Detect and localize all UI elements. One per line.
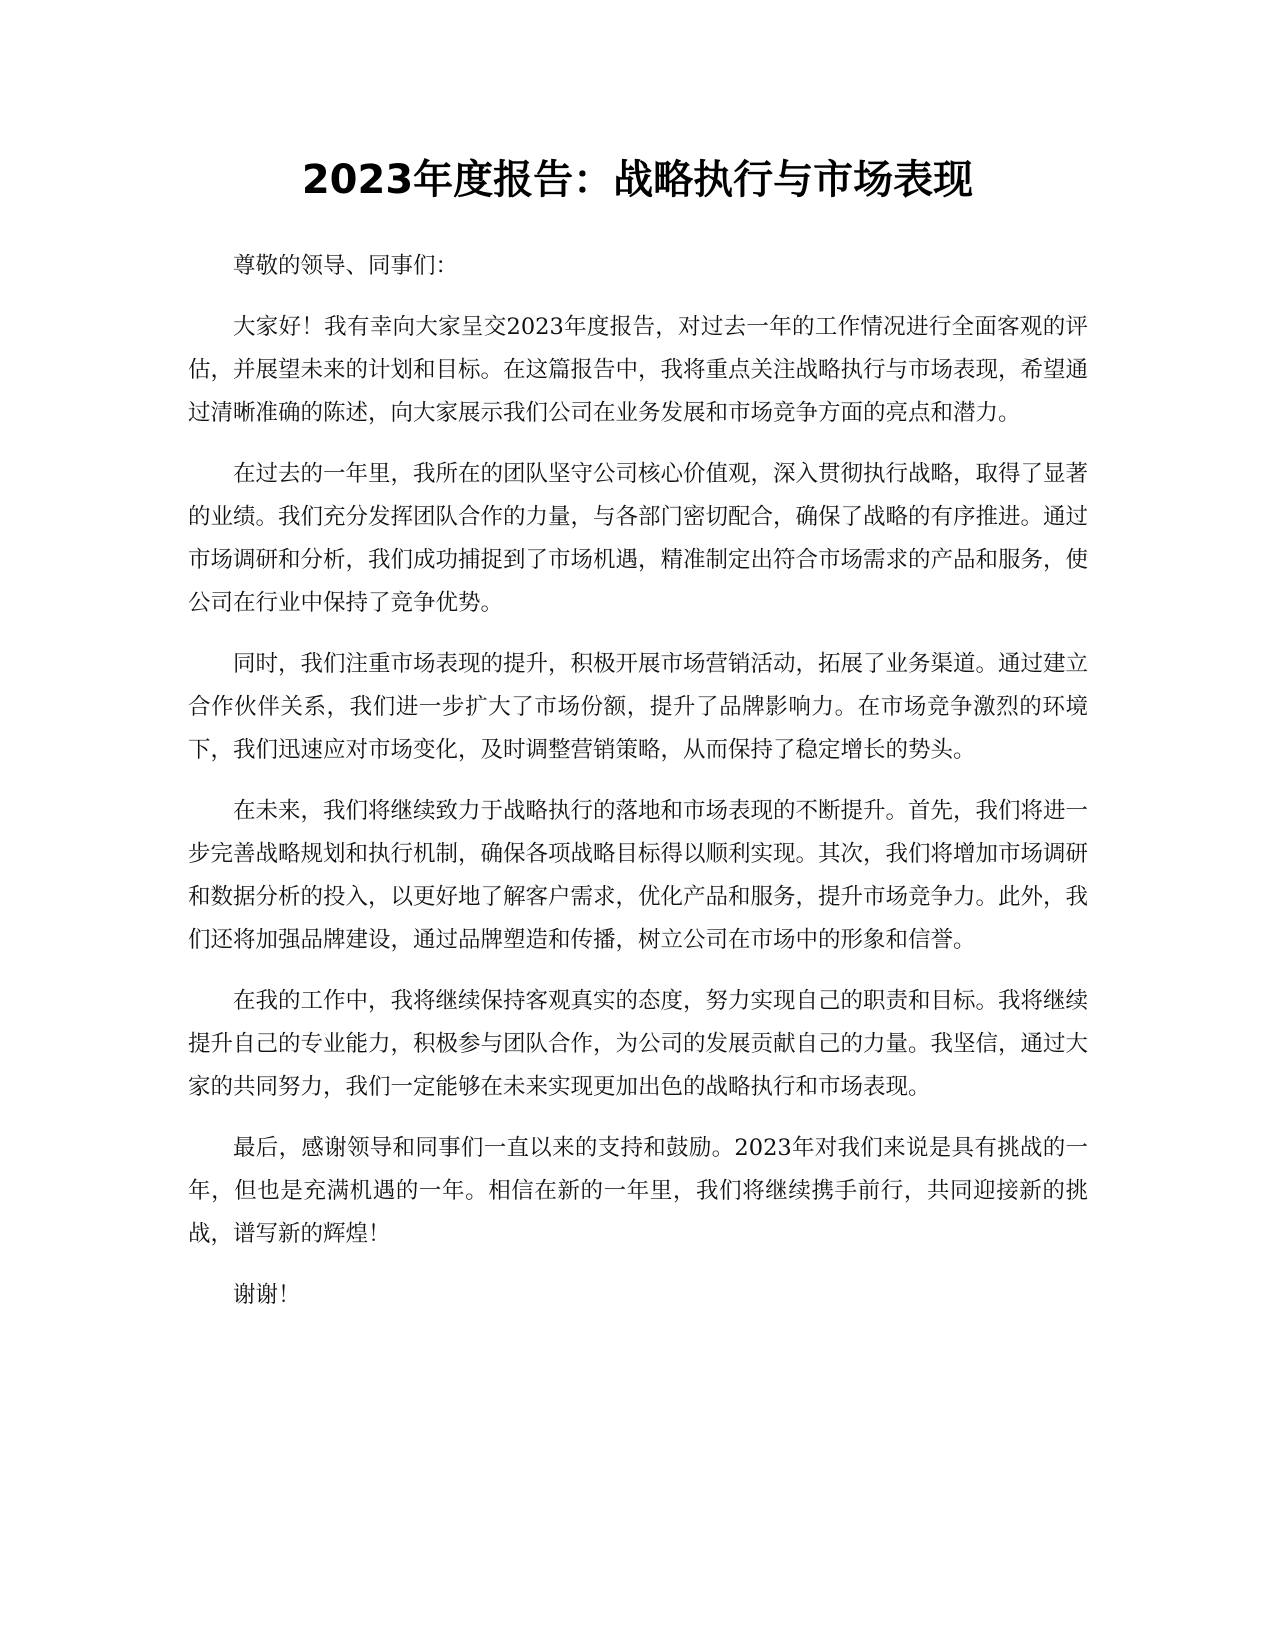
document-body <box>188 245 1088 1335</box>
paragraph-past-year: 在过去的一年里，我所在的团队坚守公司核心价值观，深入贯彻执行战略，取得了显著的业绩。我们充分发挥团队合作的力量，与各部门密切配合，确保了战略的有序推进。通过市场调研和分析，我们成功捕捉到了市场机遇，精准制定出符合市场需求的产品和服务，使公司在行业中保持了竞争优势。 <box>188 461 1089 616</box>
paragraph-future-plans: 在未来，我们将继续致力于战略执行的落地和市场表现的不断提升。首先，我们将进一步完善战略规划和执行机制，确保各项战略目标得以顺利实现。其次，我们将增加市场调研和数据分析的投入，以更好地了解客户需求，优化产品和服务，提升市场竞争力。此外，我们还将加强品牌建设，通过品牌塑造和传播，树立公司在市场中的形象和信誉。 <box>188 798 1089 953</box>
salutation: 尊敬的领导、同事们： <box>233 253 459 279</box>
paragraph-market-performance: 同时，我们注重市场表现的提升，积极开展市场营销活动，拓展了业务渠道。通过建立合作伙伴关系，我们进一步扩大了市场份额，提升了品牌影响力。在市场竞争激烈的环境下，我们迅速应对市场变化，及时调整营销策略，从而保持了稳定增长的势头。 <box>188 651 1089 763</box>
paragraph-intro: 大家好！我有幸向大家呈交2023年度报告，对过去一年的工作情况进行全面客观的评估，并展望未来的计划和目标。在这篇报告中，我将重点关注战略执行与市场表现，希望通过清晰准确的陈述，向大家展示我们公司在业务发展和市场竞争方面的亮点和潜力。 <box>188 314 1089 426</box>
closing: 谢谢！ <box>233 1282 301 1308</box>
paragraph-personal-commitment: 在我的工作中，我将继续保持客观真实的态度，努力实现自己的职责和目标。我将继续提升自己的专业能力，积极参与团队合作，为公司的发展贡献自己的力量。我坚信，通过大家的共同努力，我们一定能够在未来实现更加出色的战略执行和市场表现。 <box>188 988 1089 1100</box>
paragraph-thanks: 最后，感谢领导和同事们一直以来的支持和鼓励。2023年对我们来说是具有挑战的一年，但也是充满机遇的一年。相信在新的一年里，我们将继续携手前行，共同迎接新的挑战，谱写新的辉煌！ <box>188 1135 1088 1247</box>
document-title: 2023年度报告：战略执行与市场表现 <box>301 157 974 203</box>
